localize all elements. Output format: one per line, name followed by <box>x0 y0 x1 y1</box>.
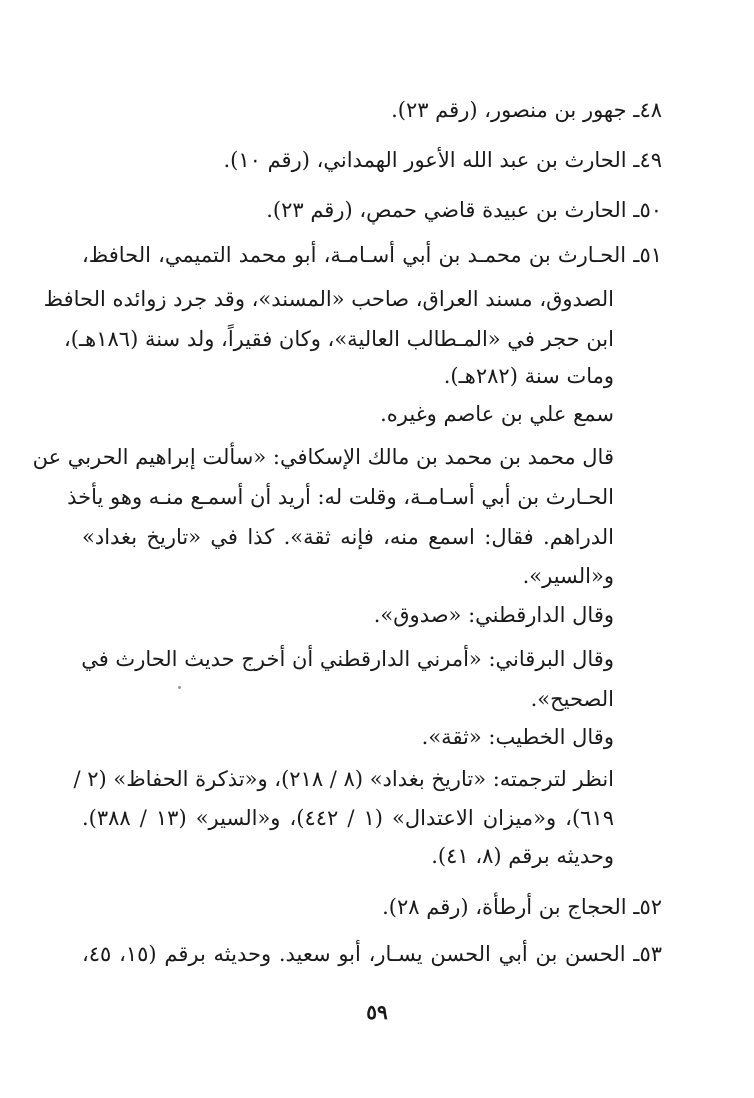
scan-speck <box>372 222 375 225</box>
entry-51-line-8: الدراهم. فقال: اسمع منه، فإنه ثقة». كذا في «تاريخ بغداد» <box>82 525 614 549</box>
entry-51-line-7: الحـارث بن أبي أسـامـة، وقلت له: أريد أن أسمـع منـه وهو يأخذ <box>67 485 614 509</box>
entry-50: ٥٠ـ الحارث بن عبيدة قاضي حمص، (رقم ٢٣). <box>266 198 662 222</box>
entry-51-line-12: الصحيح». <box>530 687 614 711</box>
entry-51-line-5: سمع علي بن عاصم وغيره. <box>380 402 614 426</box>
entry-51-line-11: وقال البرقاني: «أمرني الدارقطني أن أخرج حديث الحارث في <box>81 647 614 671</box>
entry-51-line-14: انظر لترجمته: «تاريخ بغداد» (٨ / ٢١٨)، و«تذكرة الحفاظ» (٢ / <box>73 767 614 791</box>
entry-51-line-4: ومات سنة (٢٨٢هـ). <box>443 364 614 388</box>
entry-49: ٤٩ـ الحارث بن عبد الله الأعور الهمداني، (رقم ١٠). <box>223 148 662 172</box>
entry-51-line-16: وحديثه برقم (٨، ٤١). <box>431 844 614 868</box>
entry-51-line-2: الصدوق، مسند العراق، صاحب «المسند»، وقد جرد زوائده الحافظ <box>43 287 614 311</box>
entry-51-line-10: وقال الدارقطني: «صدوق». <box>373 603 614 627</box>
entry-48: ٤٨ـ جهور بن منصور، (رقم ٢٣). <box>391 98 662 122</box>
page-number: ٥٩ <box>366 1000 388 1024</box>
entry-51-line-15: ٦١٩)، و«ميزان الاعتدال» (١ / ٤٤٢)، و«السير» (١٣ / ٣٨٨). <box>82 806 614 830</box>
entry-51-line-3: ابن حجر في «المـطالب العالية»، وكان فقيراً، ولد سنة (١٨٦هـ)، <box>64 327 614 351</box>
entry-51-line-13: وقال الخطيب: «ثقة». <box>421 725 614 749</box>
entry-51-line-6: قال محمد بن محمد بن مالك الإسكافي: «سألت إبراهيم الحربي عن <box>32 445 614 469</box>
entry-53: ٥٣ـ الحسن بن أبي الحسن يسـار، أبو سعيد. وحديثه برقم (١٥، ٤٥، <box>82 942 663 966</box>
scan-speck <box>178 686 181 689</box>
entry-51-line-1: ٥١ـ الحـارث بن محمـد بن أبي أسـامـة، أبو محمد التميمي، الحافظ، <box>82 243 662 267</box>
entry-52: ٥٢ـ الحجاج بن أرطأة، (رقم ٢٨). <box>382 895 662 919</box>
entry-51-line-9: و«السير». <box>522 564 614 588</box>
